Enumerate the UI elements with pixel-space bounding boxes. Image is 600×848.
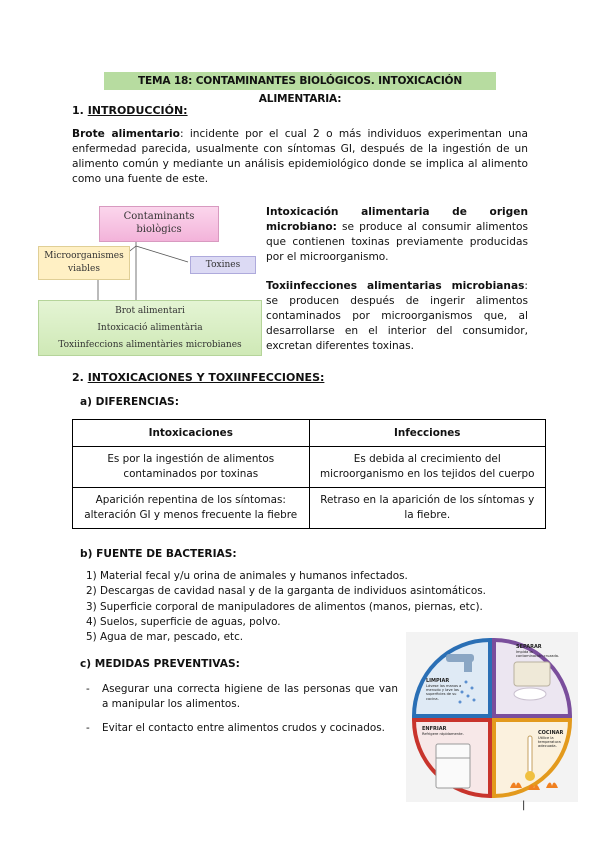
toxi-text: : se producen después de ingerir alimentos contaminados por microorganismos que, al desarrollarse en el interior del consumidor, excretan diferentes toxinas. (266, 280, 528, 352)
cocinar-label (538, 730, 574, 749)
section-1-number: 1. (72, 104, 84, 117)
list-item: 2) Descargas de cavidad nasal y de la garganta de individuos asintomáticos. (86, 585, 486, 598)
separar-subtitle: Impida la contaminación cruzada. (516, 650, 560, 659)
toxi-term: Toxiinfecciones alimentarias microbianas (266, 280, 525, 292)
contaminants-diagram (38, 204, 262, 356)
table-cell: Retraso en la aparición de los síntomas y la fiebre. (309, 488, 546, 529)
section-2-title: INTOXICACIONES Y TOXIINFECCIONES: (87, 371, 325, 384)
diagram-left-box (38, 246, 130, 280)
diagram-right-box (190, 256, 256, 274)
limpiar-title: LIMPIAR (426, 678, 450, 684)
diagram-top-box (99, 206, 219, 242)
separar-label (516, 644, 560, 658)
section-2-number: 2. (72, 371, 84, 384)
measure-text: Asegurar una correcta higiene de las personas que van a manipular los alimentos. (102, 683, 398, 710)
subsection-c-heading: c) MEDIDAS PREVENTIVAS: (80, 658, 240, 670)
diagram-bottom-item: Toxiinfeccions alimentàries microbianes (58, 340, 242, 350)
section-1-title: INTRODUCCIÓN: (87, 104, 188, 117)
enfriar-label (422, 726, 466, 736)
intoxicacion-paragraph (266, 205, 528, 265)
table-cell: Es por la ingestión de alimentos contaminados por toxinas (73, 447, 310, 488)
intox-term: Intoxicación alimentaria de origen microbiano: (266, 206, 528, 233)
diagram-bottom-box (38, 300, 262, 356)
list-item: 1) Material fecal y/u orina de animales y humanos infectados. (86, 570, 408, 582)
subsection-a-heading: a) DIFERENCIAS: (80, 396, 179, 408)
diagram-top-label: Contaminants biològics (123, 211, 195, 235)
page-mark: | (522, 800, 526, 811)
list-item: 4) Suelos, superficie de aguas, polvo. (86, 615, 281, 628)
table-row (73, 488, 546, 529)
brote-text: : incidente por el cual 2 o más individuos experimentan una enfermedad parecida, usualmente con síntomas GI, después de la ingestión de un alimento común y mediante un análisis epidemiológico donde se implica al alimento como una fuente de este. (72, 128, 528, 185)
intox-text: se produce al consumir alimentos que contienen toxinas previamente producidas por el microorganismo. (266, 221, 528, 263)
cocinar-title: COCINAR (538, 730, 564, 736)
limpiar-subtitle: Lávese las manos a menudo y lave las superficies de su cocina. (426, 684, 462, 701)
brote-term: Brote alimentario (72, 128, 180, 140)
list-item (86, 721, 398, 736)
table-header-row (73, 420, 546, 447)
section-2-heading (72, 371, 324, 384)
page-title: TEMA 18: CONTAMINANTES BIOLÓGICOS. INTOXICACIÓN ALIMENTARIA: (104, 72, 496, 90)
table-cell: Es debida al crecimiento del microorganismo en los tejidos del cuerpo (309, 447, 546, 488)
list-item: 3) Superficie corporal de manipuladores de alimentos (manos, piernas, etc). (86, 600, 483, 613)
table-row (73, 447, 546, 488)
food-safety-graphic (406, 632, 578, 802)
toxiinfecciones-paragraph (266, 279, 528, 354)
diagram-bottom-item: Brot alimentari (115, 306, 185, 316)
list-item: 5) Agua de mar, pescado, etc. (86, 631, 244, 644)
limpiar-label (426, 678, 466, 701)
diagram-bottom-item: Intoxicació alimentària (97, 323, 203, 333)
separar-title: SEPARAR (516, 644, 542, 650)
enfriar-title: ENFRIAR (422, 726, 447, 732)
enfriar-subtitle: Refrigere rápidamente. (422, 732, 464, 736)
table-header-cell: Intoxicaciones (73, 420, 310, 447)
diagram-right-label: Toxines (205, 260, 241, 270)
brote-paragraph (72, 127, 528, 187)
cocinar-subtitle: Utilice la temperatura adecuada. (538, 736, 561, 749)
differences-table (72, 419, 546, 529)
bullet: - (86, 722, 90, 734)
diagram-left-label: Microorganismes viables (44, 251, 124, 274)
measure-text: Evitar el contacto entre alimentos crudos y cocinados. (102, 722, 385, 734)
table-cell: Aparición repentina de los síntomas: alteración GI y menos frecuente la fiebre (73, 488, 310, 529)
bullet: - (86, 683, 90, 695)
measures-list (86, 682, 398, 736)
subsection-b-heading: b) FUENTE DE BACTERIAS: (80, 548, 237, 560)
list-item (86, 682, 398, 712)
table-header-cell: Infecciones (309, 420, 546, 447)
section-1-heading (72, 104, 188, 117)
